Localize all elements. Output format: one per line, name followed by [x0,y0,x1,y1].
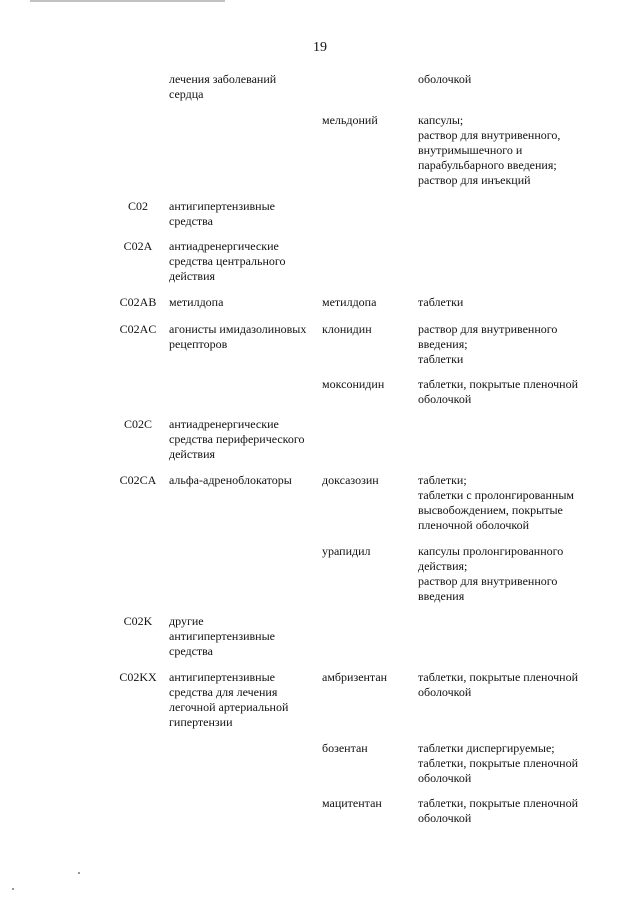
entry-drug: бозентан [322,741,368,755]
entry-form: таблетки, покрытые пленочной оболочкой [418,796,579,825]
entry-desc: другие антигипертензивные средства [169,614,275,658]
entry-code: C02KX [119,670,157,684]
entry-form: таблетки; таблетки с пролонгированным высвобождением, покрытые пленочной оболочкой [418,473,575,532]
entry-desc: антигипертензивные средства для лечения легочной артериальной гипертензии [169,670,289,729]
entry-desc: альфа-адреноблокаторы [169,473,292,487]
page-number: 19 [313,40,327,55]
entry-form: капсулы пролонгированного действия; раствор для внутривенного введения [418,544,564,603]
entry-desc: антиадренергические средства центрального действия [169,239,286,283]
entry-desc: метилдопа [169,295,224,309]
entry-form: таблетки, покрытые пленочной оболочкой [418,377,579,406]
entry-drug: клонидин [322,322,372,336]
entry-desc: лечения заболеваний сердца [169,72,277,101]
entry-drug: урапидил [322,544,371,558]
entry-drug: амбризентан [322,670,388,684]
entry-code: C02AB [119,295,157,309]
scan-speck [78,872,80,874]
entry-form: таблетки диспергируемые; таблетки, покрытые пленочной оболочкой [418,741,579,785]
entry-code: C02 [127,199,148,213]
entry-desc: антиадренергические средства периферического действия [169,417,305,461]
entry-drug: доксазозин [322,473,379,487]
scan-artifact-line [30,0,225,2]
entry-code: C02K [123,614,153,628]
entry-form: раствор для внутривенного введения; таблетки [418,322,558,366]
entry-form: капсулы; раствор для внутривенного, внутримышечного и парабульбарного введения; раствор для инъекций [418,113,561,187]
entry-form: таблетки, покрытые пленочной оболочкой [418,670,579,699]
entry-drug: метилдопа [322,295,377,309]
entry-drug: моксонидин [322,377,385,391]
entry-desc: агонисты имидазолиновых рецепторов [169,322,307,351]
scan-speck [12,888,14,890]
entry-code: C02AC [119,322,157,336]
entry-drug: мельдоний [322,113,378,127]
entry-code: C02A [123,239,153,253]
entry-code: C02CA [119,473,157,487]
entry-form: оболочкой [418,72,472,86]
entry-form: таблетки [418,295,464,309]
entry-drug: мацитентан [322,796,382,810]
entry-code: C02C [123,417,152,431]
entry-desc: антигипертензивные средства [169,199,275,228]
